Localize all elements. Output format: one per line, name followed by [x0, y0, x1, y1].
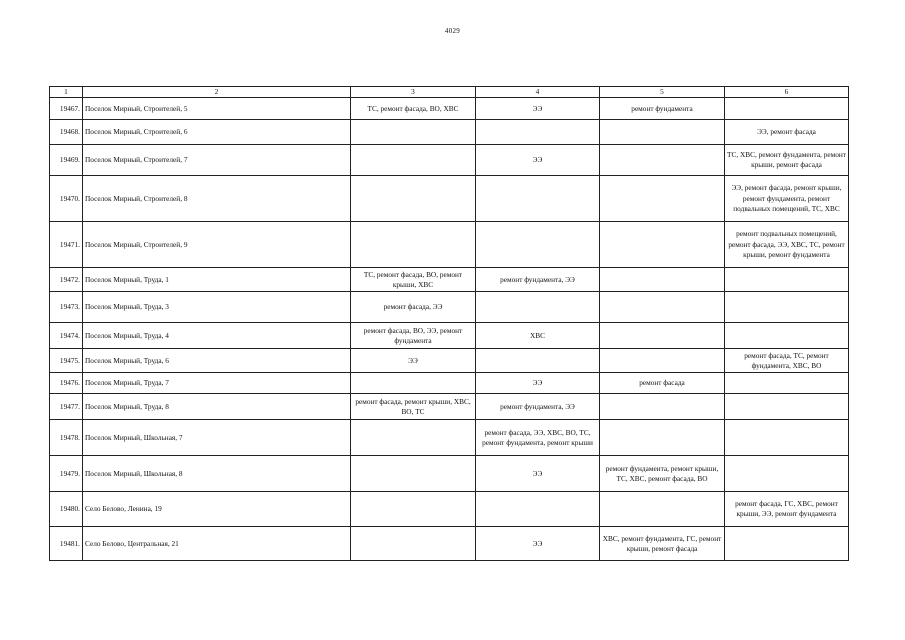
cell-col6: ремонт фасада, ГС, ХВС, ремонт крыши, ЭЭ, ремонт фундамента [725, 492, 849, 527]
cell-col3 [351, 373, 476, 394]
row-number: 19477. [50, 394, 83, 420]
cell-col3 [351, 176, 476, 222]
header-cell: 2 [83, 87, 351, 98]
cell-col3: ремонт фасада, ВО, ЭЭ, ремонт фундамента [351, 323, 476, 349]
cell-col5 [600, 323, 725, 349]
cell-col6 [725, 527, 849, 561]
row-number: 19474. [50, 323, 83, 349]
header-cell: 4 [476, 87, 600, 98]
header-cell: 1 [50, 87, 83, 98]
cell-col5 [600, 176, 725, 222]
table-row [50, 323, 849, 349]
cell-col4 [476, 292, 600, 323]
cell-col6 [725, 268, 849, 292]
cell-col4: ЭЭ [476, 456, 600, 492]
cell-col4: ремонт фасада, ЭЭ, ХВС, ВО, ТС, ремонт фундамента, ремонт крыши [476, 420, 600, 456]
cell-col3 [351, 527, 476, 561]
cell-col6 [725, 420, 849, 456]
row-number: 19472. [50, 268, 83, 292]
cell-col3 [351, 120, 476, 145]
cell-col6 [725, 456, 849, 492]
cell-col5: ремонт фундамента, ремонт крыши, ТС, ХВС, ремонт фасада, ВО [600, 456, 725, 492]
cell-col6 [725, 98, 849, 120]
row-address: Село Белово, Ленина, 19 [83, 492, 351, 527]
cell-col6: ремонт подвальных помещений, ремонт фасада, ЭЭ, ХВС, ТС, ремонт крыши, ремонт фундамента [725, 222, 849, 268]
row-number: 19475. [50, 349, 83, 373]
row-number: 19470. [50, 176, 83, 222]
table-row [50, 176, 849, 222]
row-address: Поселок Мирный, Строителей, 7 [83, 145, 351, 176]
row-number: 19481. [50, 527, 83, 561]
table-row [50, 268, 849, 292]
row-address: Поселок Мирный, Строителей, 8 [83, 176, 351, 222]
cell-col5 [600, 120, 725, 145]
cell-col5: ремонт фундамента [600, 98, 725, 120]
cell-col4: ремонт фундамента, ЭЭ [476, 394, 600, 420]
table-row [50, 98, 849, 120]
row-address: Поселок Мирный, Строителей, 9 [83, 222, 351, 268]
cell-col5 [600, 349, 725, 373]
row-address: Поселок Мирный, Труда, 1 [83, 268, 351, 292]
row-address: Поселок Мирный, Труда, 7 [83, 373, 351, 394]
cell-col3 [351, 420, 476, 456]
row-number: 19480. [50, 492, 83, 527]
header-cell: 5 [600, 87, 725, 98]
table-row [50, 373, 849, 394]
header-row [50, 87, 849, 98]
row-number: 19468. [50, 120, 83, 145]
table-row [50, 492, 849, 527]
cell-col5 [600, 222, 725, 268]
cell-col5: ремонт фасада [600, 373, 725, 394]
cell-col4 [476, 176, 600, 222]
row-address: Поселок Мирный, Труда, 6 [83, 349, 351, 373]
row-address: Поселок Мирный, Труда, 3 [83, 292, 351, 323]
cell-col5 [600, 420, 725, 456]
cell-col3 [351, 145, 476, 176]
table-row [50, 145, 849, 176]
table-row [50, 120, 849, 145]
table-row [50, 420, 849, 456]
works-table [49, 86, 849, 561]
cell-col3 [351, 222, 476, 268]
cell-col4: ЭЭ [476, 145, 600, 176]
cell-col4 [476, 492, 600, 527]
table-row [50, 349, 849, 373]
cell-col3: ЭЭ [351, 349, 476, 373]
cell-col6 [725, 373, 849, 394]
page-number: 4029 [444, 27, 461, 35]
cell-col3: ТС, ремонт фасада, ВО, ХВС [351, 98, 476, 120]
cell-col3: ремонт фасада, ЭЭ [351, 292, 476, 323]
row-number: 19478. [50, 420, 83, 456]
cell-col6 [725, 292, 849, 323]
row-address: Поселок Мирный, Труда, 4 [83, 323, 351, 349]
cell-col5 [600, 292, 725, 323]
row-number: 19471. [50, 222, 83, 268]
cell-col4 [476, 222, 600, 268]
cell-col4 [476, 120, 600, 145]
table-row [50, 456, 849, 492]
row-address: Поселок Мирный, Труда, 8 [83, 394, 351, 420]
cell-col4: ремонт фундамента, ЭЭ [476, 268, 600, 292]
cell-col6: ЭЭ, ремонт фасада, ремонт крыши, ремонт фундамента, ремонт подвальных помещений, ТС, ХВС [725, 176, 849, 222]
cell-col3: ТС, ремонт фасада, ВО, ремонт крыши, ХВС [351, 268, 476, 292]
cell-col4: ЭЭ [476, 98, 600, 120]
cell-col5: ХВС, ремонт фундамента, ГС, ремонт крыши, ремонт фасада [600, 527, 725, 561]
table-row [50, 292, 849, 323]
cell-col5 [600, 394, 725, 420]
row-address: Поселок Мирный, Школьная, 8 [83, 456, 351, 492]
cell-col3 [351, 492, 476, 527]
cell-col4: ХВС [476, 323, 600, 349]
cell-col5 [600, 492, 725, 527]
cell-col4: ЭЭ [476, 527, 600, 561]
cell-col3 [351, 456, 476, 492]
row-address: Поселок Мирный, Строителей, 5 [83, 98, 351, 120]
cell-col6 [725, 323, 849, 349]
cell-col6: ТС, ХВС, ремонт фундамента, ремонт крыши, ремонт фасада [725, 145, 849, 176]
row-address: Село Белово, Центральная, 21 [83, 527, 351, 561]
cell-col5 [600, 145, 725, 176]
row-number: 19476. [50, 373, 83, 394]
table-row [50, 527, 849, 561]
row-number: 19467. [50, 98, 83, 120]
cell-col3: ремонт фасада, ремонт крыши, ХВС, ВО, ТС [351, 394, 476, 420]
row-address: Поселок Мирный, Строителей, 6 [83, 120, 351, 145]
table-row [50, 394, 849, 420]
table-row [50, 222, 849, 268]
header-cell: 3 [351, 87, 476, 98]
row-number: 19473. [50, 292, 83, 323]
row-address: Поселок Мирный, Школьная, 7 [83, 420, 351, 456]
header-cell: 6 [725, 87, 849, 98]
row-number: 19469. [50, 145, 83, 176]
cell-col4: ЭЭ [476, 373, 600, 394]
cell-col6: ЭЭ, ремонт фасада [725, 120, 849, 145]
cell-col6: ремонт фасада, ТС, ремонт фундамента, ХВС, ВО [725, 349, 849, 373]
row-number: 19479. [50, 456, 83, 492]
cell-col6 [725, 394, 849, 420]
cell-col5 [600, 268, 725, 292]
cell-col4 [476, 349, 600, 373]
